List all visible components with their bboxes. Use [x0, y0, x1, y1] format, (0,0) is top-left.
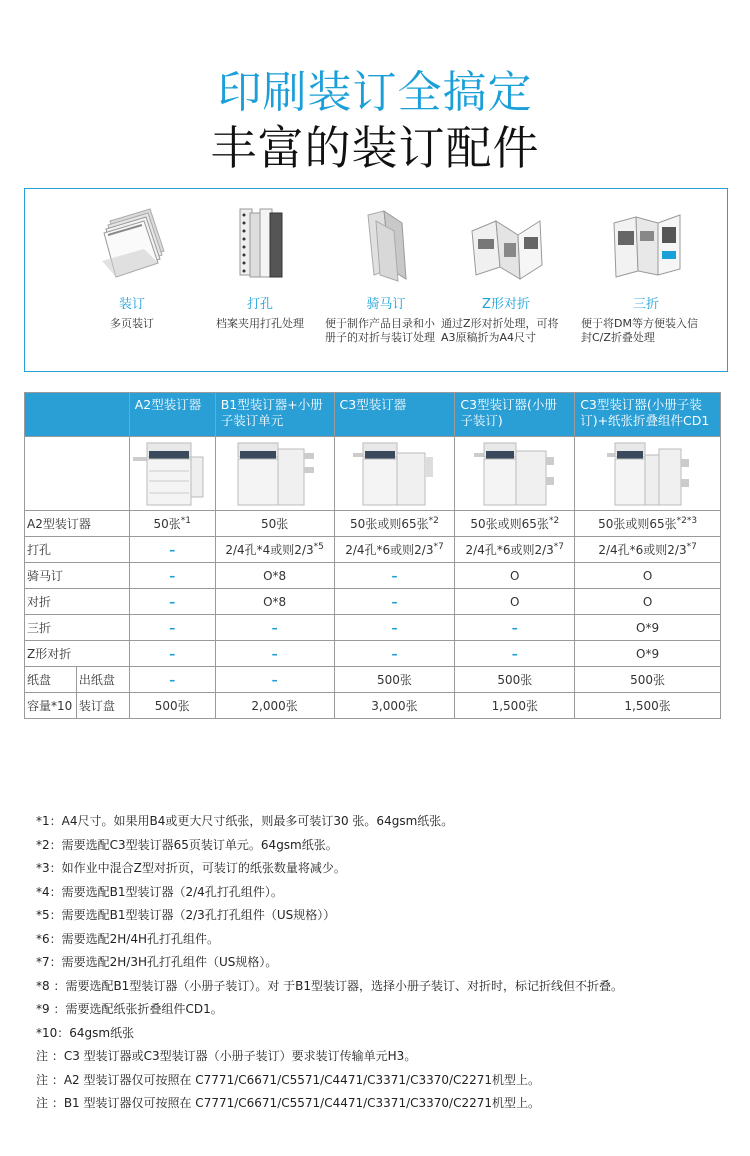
table-row [25, 667, 721, 693]
footnote: 注 ：C3 型装订器或C3型装订器（小册子装订）要求装订传输单元H3。 [36, 1049, 417, 1063]
feature-name: 三折 [632, 297, 659, 312]
footnote: *8 ：需要选配B1型装订器（小册子装订）。对 于B1型装订器，选择小册子装订、对折时，标记折线但不折叠。 [36, 978, 624, 993]
table-cell: – [215, 615, 334, 641]
table-cell: O*8 [215, 563, 334, 589]
z-fold-icon [466, 201, 546, 283]
tri-fold-icon [606, 201, 686, 283]
table-row [25, 511, 721, 537]
col-header: B1型装订器+小册子装订单元 [215, 393, 334, 437]
row-label: 对折 [25, 589, 130, 615]
table-cell: – [129, 589, 215, 615]
table-cell: 500张 [575, 667, 721, 693]
footnote: *9 ：需要选配纸张折叠组件CD1。 [36, 1002, 223, 1016]
feature-punch [195, 201, 325, 331]
table-cell: O*8 [215, 589, 334, 615]
page-subtitle: 丰富的装订配件 [210, 121, 540, 175]
row-label: 骑马订 [25, 563, 130, 589]
feature-desc: 多页装订 [110, 317, 154, 330]
table-cell: 1,500张 [575, 693, 721, 719]
page-title: 印刷装订全搞定 [217, 67, 533, 118]
finisher-spec-table [24, 392, 721, 719]
footnote: *2：需要选配C3型装订器65页装订单元。64gsm纸张。 [36, 837, 338, 852]
table-cell: 50张或则65张$^{*2}$ [455, 511, 575, 537]
table-cell: – [129, 641, 215, 667]
stack-staple-icon [92, 201, 172, 283]
footnotes [36, 810, 726, 1116]
printer-image [575, 437, 721, 511]
table-cell: O [575, 563, 721, 589]
feature-desc: 便于制作产品目录和小册子的对折与装订处理 [325, 317, 435, 344]
table-cell: 2/4孔*6或则2/3$^{*7}$ [575, 537, 721, 563]
image-row-blank [25, 437, 130, 511]
table-cell: O [455, 589, 575, 615]
col-header: A2型装订器 [129, 393, 215, 437]
printer-image [334, 437, 455, 511]
col-header: C3型装订器 [334, 393, 455, 437]
table-cell: – [334, 641, 455, 667]
features-panel [24, 188, 728, 372]
table-cell: 3,000张 [334, 693, 455, 719]
feature-name: 打孔 [246, 297, 273, 312]
feature-trifold [581, 201, 711, 345]
table-cell: 500张 [129, 693, 215, 719]
saddle-stitch-icon [346, 201, 426, 283]
table-cell: – [129, 537, 215, 563]
table-cell: 2/4孔*6或则2/3$^{*7}$ [455, 537, 575, 563]
table-cell: 500张 [455, 667, 575, 693]
table-cell: 50张$^{*1}$ [129, 511, 215, 537]
feature-name: 骑马订 [366, 297, 406, 312]
table-cell: 2/4孔*4或则2/3$^{*5}$ [215, 537, 334, 563]
table-cell: O [455, 563, 575, 589]
footnote: *6：需要选配2H/4H孔打孔组件。 [36, 931, 219, 946]
table-cell: 2/4孔*6或则2/3$^{*7}$ [334, 537, 455, 563]
footnote: 注 ：B1 型装订器仅可按照在 C7771/C6671/C5571/C4471/C3371/C3370/C2271机型上。 [36, 1096, 540, 1110]
table-cell: – [129, 667, 215, 693]
row-label: Z形对折 [25, 641, 130, 667]
col-header: C3型装订器(小册子装订)+纸张折叠组件CD1 [575, 393, 721, 437]
printer-image [455, 437, 575, 511]
table-cell: O [575, 589, 721, 615]
table-cell: – [215, 667, 334, 693]
table-row [25, 537, 721, 563]
table-cell: – [129, 563, 215, 589]
table-cell: – [215, 641, 334, 667]
feature-saddle [321, 201, 451, 345]
hole-punch-icon [220, 201, 300, 283]
feature-name: Z形对折 [482, 297, 530, 312]
table-cell: 50张 [215, 511, 334, 537]
footnote: *4：需要选配B1型装订器（2/4孔打孔组件）。 [36, 884, 283, 899]
row-label: 打孔 [25, 537, 130, 563]
feature-zfold [441, 201, 571, 345]
table-cell: – [455, 615, 575, 641]
row-label: 容量*10 [25, 693, 77, 719]
footnote: *7：需要选配2H/3H孔打孔组件（US规格）。 [36, 955, 278, 969]
feature-staple [67, 201, 197, 331]
table-row [25, 615, 721, 641]
table-cell: 500张 [334, 667, 455, 693]
printer-image [215, 437, 334, 511]
footnote: *5：需要选配B1型装订器（2/3孔打孔组件（US规格）） [36, 908, 336, 922]
feature-desc: 便于将DM等方便装入信封C/Z折叠处理 [581, 317, 698, 344]
table-cell: – [334, 563, 455, 589]
table-cell: O*9 [575, 615, 721, 641]
table-cell: – [129, 615, 215, 641]
col-header: C3型装订器(小册子装订) [455, 393, 575, 437]
row-sublabel: 出纸盘 [76, 667, 129, 693]
table-cell: 2,000张 [215, 693, 334, 719]
table-row [25, 563, 721, 589]
row-label: 三折 [25, 615, 130, 641]
table-cell: 50张或则65张$^{*2}$ [334, 511, 455, 537]
feature-name: 装订 [118, 297, 145, 312]
table-cell: 1,500张 [455, 693, 575, 719]
row-sublabel: 装订盘 [76, 693, 129, 719]
footnote: *3：如作业中混合Z型对折页，可装订的纸张数量将减少。 [36, 861, 346, 875]
printer-image [129, 437, 215, 511]
table-row [25, 641, 721, 667]
row-label: 纸盘 [25, 667, 77, 693]
table-cell: 50张或则65张$^{*2*3}$ [575, 511, 721, 537]
footnote: 注 ：A2 型装订器仅可按照在 C7771/C6671/C5571/C4471/C3371/C3370/C2271机型上。 [36, 1072, 540, 1087]
table-row [25, 589, 721, 615]
table-cell: – [455, 641, 575, 667]
footnote: *1：A4尺寸。如果用B4或更大尺寸纸张，则最多可装订30 张。64gsm纸张。 [36, 814, 454, 828]
table-row [25, 693, 721, 719]
table-cell: O*9 [575, 641, 721, 667]
feature-desc: 通过Z形对折处理，可将A3原稿折为A4尺寸 [441, 317, 559, 344]
feature-desc: 档案夹用打孔处理 [216, 317, 304, 330]
header-blank [25, 393, 130, 437]
footnote: *10：64gsm纸张 [36, 1025, 135, 1040]
table-cell: – [334, 589, 455, 615]
table-cell: – [334, 615, 455, 641]
row-label: A2型装订器 [25, 511, 130, 537]
